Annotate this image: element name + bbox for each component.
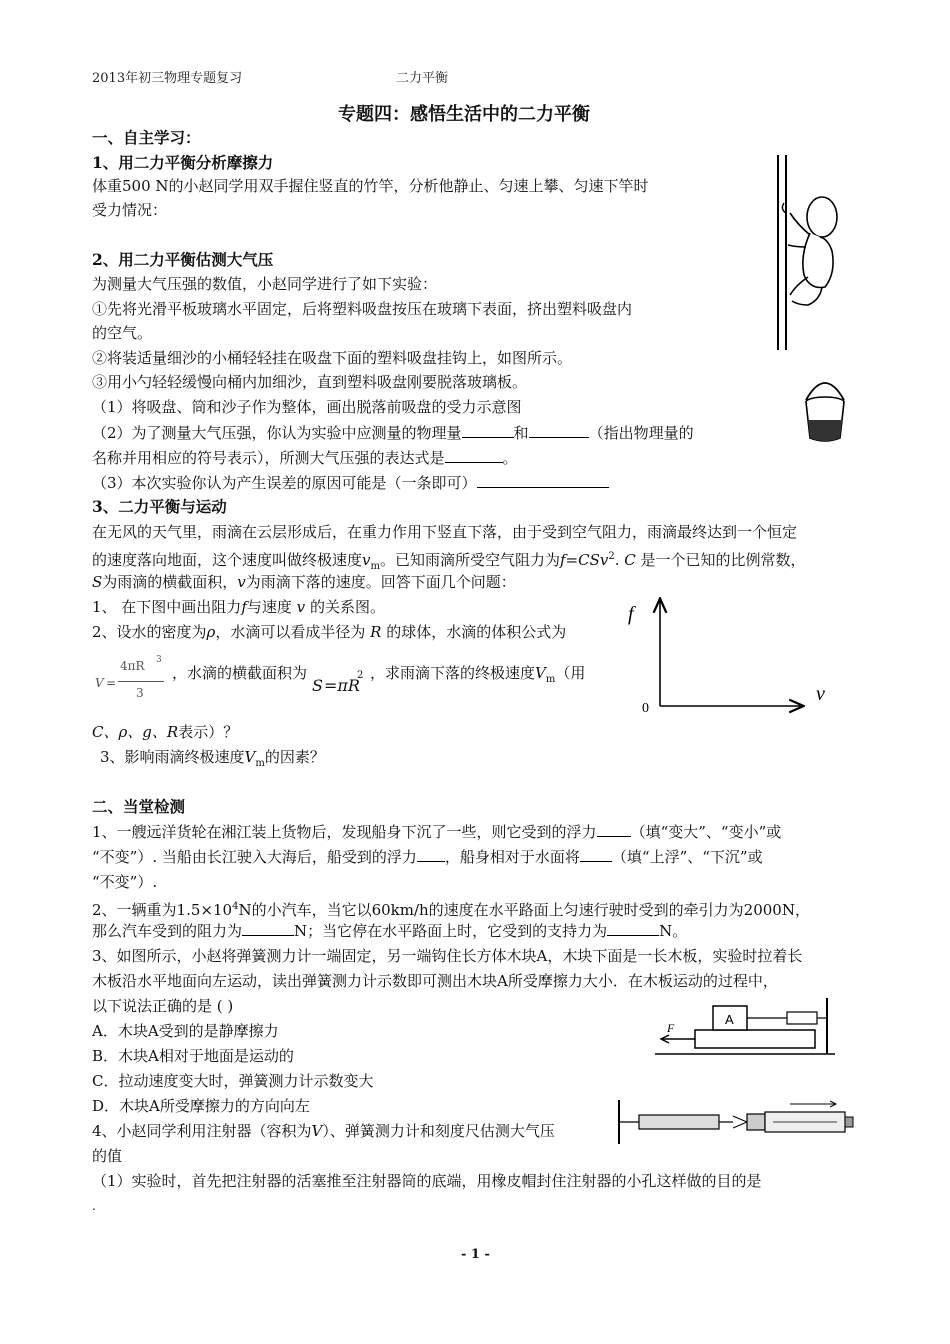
section2-heading: 二、当堂检测 [92,797,186,816]
option-c: C．拉动速度变大时，弹簧测力计示数变大 [92,1072,374,1090]
s2-q3-line3: 以下说法正确的是 ( ) [92,997,234,1015]
option-d: D．木块A所受摩擦力的方向向左 [92,1097,310,1115]
f-v-graph [620,590,840,720]
part2-q2-line2: 名称并用相应的符号表示），所测大气压强的表达式是 。 [92,446,518,470]
page-title: 专题四：感悟生活中的二力平衡 [338,104,590,125]
s2-q4-line3: （1）实验时，首先把注射器的活塞推至注射器筒的底端，用橡皮帽封住注射器的小孔这样做的目的是 [92,1172,762,1190]
block-board-figure [655,998,835,1060]
s2-q3-line2: 木板沿水平地面向左运动，读出弹簧测力计示数即可测出木块A所受摩擦力大小．在木板运动的过程中， [92,972,778,990]
part3-heading: 3、二力平衡与运动 [92,497,227,516]
part2-q3: （3）本次实验你认为产生误差的原因可能是（一条即可） [92,471,609,495]
header-center: 二力平衡 [396,71,449,86]
part2-q1: （1）将吸盘、筒和沙子作为整体，画出脱落前吸盘的受力示意图 [92,398,522,416]
y-axis-label: f [628,603,634,625]
syringe-figure [615,1100,855,1144]
part3-q3: 3、影响雨滴终极速度$V_m$的因素？ [100,748,325,769]
part3-para1: 在无风的天气里，雨滴在云层形成后，在重力作用下竖直下落，由于受到空气阻力，雨滴最终达到一个恒定 [92,523,798,541]
part3-q1: 1、 在下图中画出阻力f与速度 v 的关系图。 [92,598,385,616]
part2-q2-line1: （2）为了测量大气压强，你认为实验中应测量的物理量 和 （指出物理量的 [92,421,694,445]
s2-q2-line1: 2、一辆重为$1.5\times 10^4N$的小汽车，当它以60km/h的速度在水平路面上匀速行驶时受到的牵引力为2000N， [92,901,810,919]
option-a: A．木块A受到的是静摩擦力 [92,1022,279,1040]
s2-q1-line1: 1、一艘远洋货轮在湘江装上货物后，发现船身下沉了一些，则它受到的浮力 （填“变大”、“变小”或 [92,820,781,844]
part2-step1b: 的空气。 [92,324,153,342]
part1-line1: 体重500 N的小赵同学用双手握住竖直的竹竿，分析他静止、匀速上攀、匀速下竿时 [92,177,649,195]
part3-q2-line3: C、ρ、g、R表示）？ [92,723,239,741]
bucket-figure [800,372,850,444]
part1-line2: 受力情况： [92,201,168,219]
s2-q4-line2: 的值 [92,1147,123,1165]
part2-step1a: ①先将光滑平板玻璃水平固定，后将塑料吸盘按压在玻璃下表面，挤出塑料吸盘内 [92,300,633,318]
part3-para3: S为雨滴的横截面积，v为雨滴下落的速度。回答下面几个问题： [92,573,516,591]
s2-q2-line2: 那么汽车受到的阻力为 N；当它停在水平路面上时，它受到的支持力为 N。 [92,919,687,943]
x-axis-label: v [816,683,825,705]
part2-intro: 为测量大气压强的数值，小赵同学进行了如下实验： [92,275,438,293]
header-left: 2013年初三物理专题复习 [92,71,243,86]
s2-q3-line1: 3、如图所示，小赵将弹簧测力计一端固定，另一端钩住长方体木块A，木块下面是一长木板，实验时拉着长 [92,947,803,965]
section1-heading: 一、自主学习： [92,128,201,147]
part1-heading: 1、用二力平衡分析摩擦力 [92,153,274,172]
s2-q1-line2: “不变”）. 当船由长江驶入大海后，船受到的浮力 ，船身相对于水面将 （填“上浮”、“下沉”或 [92,845,763,869]
force-f-label: F [667,1021,675,1035]
s2-q4-line1: 4、小赵同学利用注射器（容积为V）、弹簧测力计和刻度尺估测大气压 [92,1122,555,1140]
part2-step2: ②将装适量细沙的小桶轻轻挂在吸盘下面的塑料吸盘挂钩上，如图所示。 [92,349,573,367]
climber-pole-figure [770,155,880,350]
origin-label: 0 [642,701,649,716]
option-b: B．木块A相对于地面是运动的 [92,1047,294,1065]
block-a-label: A [725,1012,734,1027]
s2-q1-line3: “不变”）. [92,873,158,891]
part2-step3: ③用小勺轻轻缓慢向桶内加细沙，直到塑料吸盘刚要脱落玻璃板。 [92,373,528,391]
part3-para2: 的速度落向地面，这个速度叫做终极速度$v_m$。已知雨滴所受空气阻力为f=CSv$^2$. C 是一个已知的比例常数， [92,551,806,572]
part3-q2-formula-line: V = 4πR 3 3 ，水滴的横截面积为 S =πR 2 ，求雨滴下落的终极速度$V_m$（用 [95,655,586,700]
part3-q2-line1: 2、设水的密度为ρ，水滴可以看成半径为 R 的球体，水滴的体积公式为 [92,623,567,641]
stray-dot: . [92,1199,96,1213]
page-number: - 1 - [461,1247,490,1262]
part2-heading: 2、用二力平衡估测大气压 [92,250,274,269]
